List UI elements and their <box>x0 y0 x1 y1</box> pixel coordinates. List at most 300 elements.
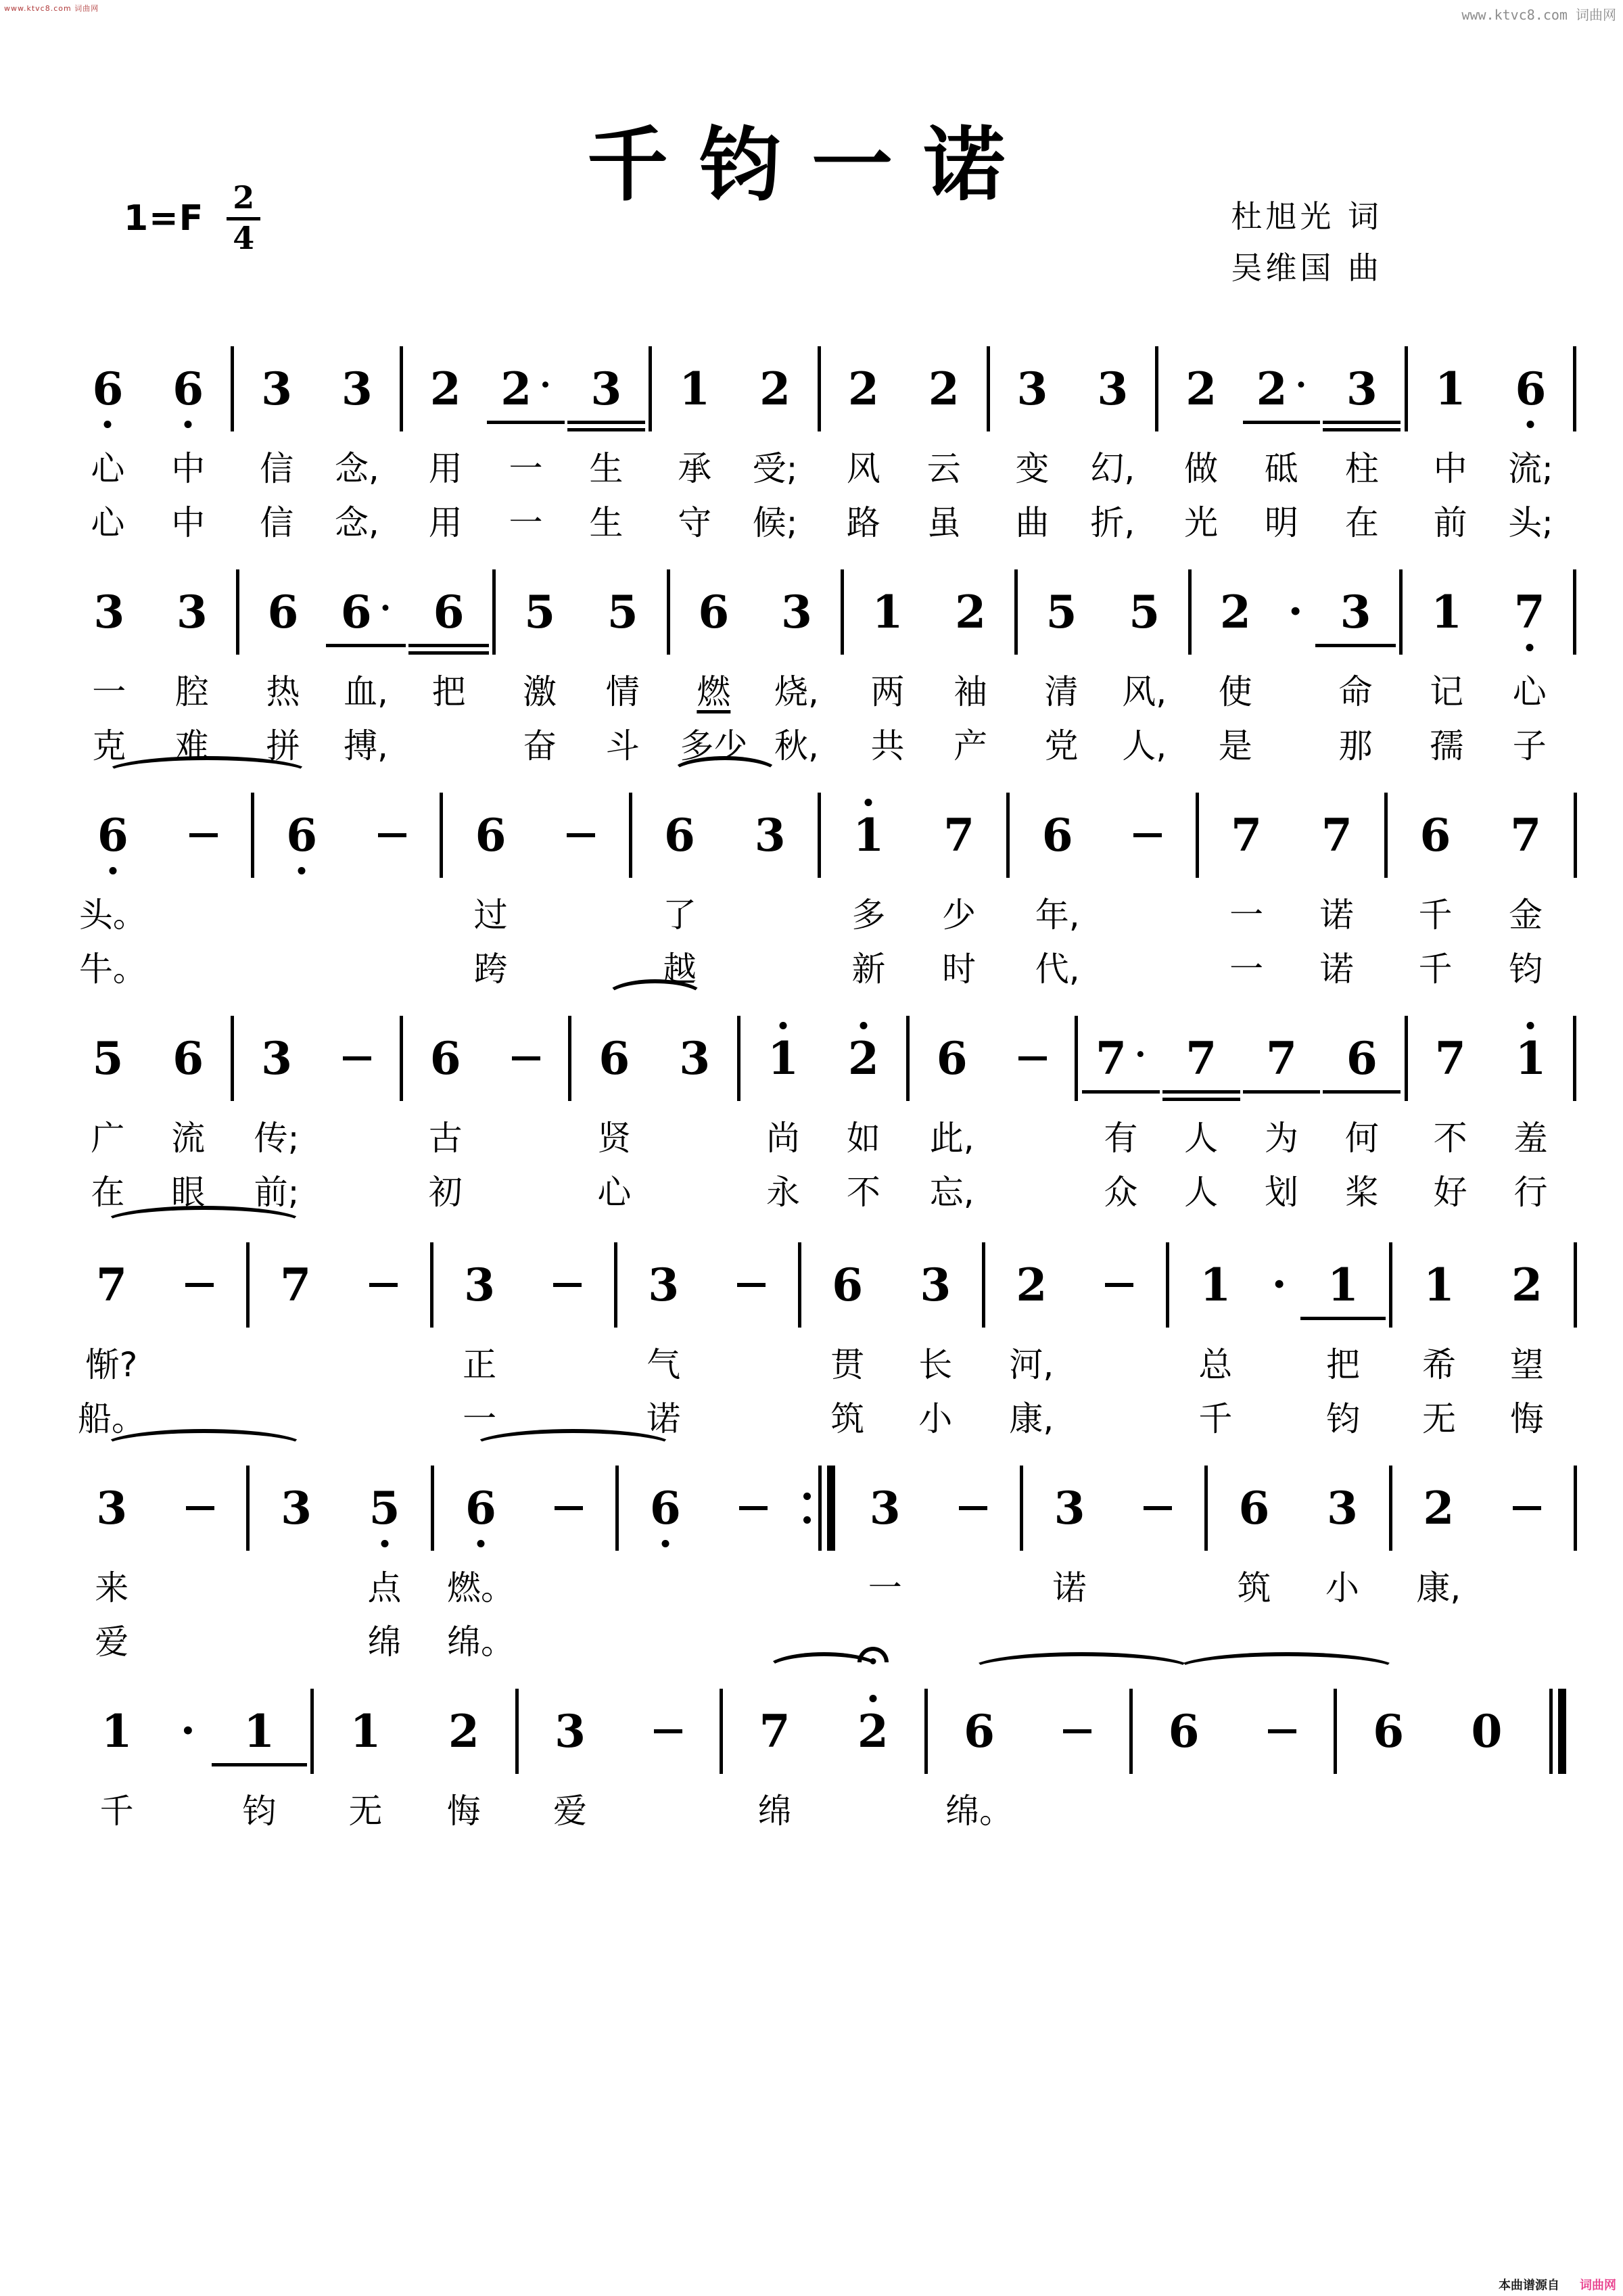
note-cell <box>316 342 397 544</box>
barline-mark <box>841 569 844 655</box>
beam-underline <box>1082 1090 1160 1094</box>
lyric-line2: 跨 <box>473 950 508 989</box>
lyric-line2: 产 <box>954 726 988 766</box>
lyric-line2: 斗 <box>605 726 640 766</box>
lyric-line2: 千 <box>1418 950 1453 989</box>
beam-underline <box>408 644 489 647</box>
lyric-line2: 心 <box>597 1173 632 1212</box>
barline-mark <box>1573 569 1576 655</box>
note-cell <box>1321 1011 1402 1214</box>
note-zone <box>68 565 151 659</box>
note-digit: 1 <box>1431 586 1463 638</box>
lyric-line2: 曲 <box>1015 503 1050 542</box>
lyric-line1: 一 <box>92 672 126 711</box>
barline-mark <box>568 1016 571 1101</box>
barline <box>1153 342 1161 544</box>
lyric-line2: 众 <box>1104 1173 1138 1212</box>
note-zone <box>248 788 256 883</box>
lyric-line1 <box>339 1332 427 1392</box>
note-cell <box>987 1238 1075 1440</box>
lyric-line1: 长 <box>918 1345 953 1384</box>
note-digit: 3 <box>1097 362 1129 415</box>
note-digit: 3 <box>176 586 208 638</box>
lyric-line2: 一 <box>509 503 543 542</box>
lyric-line1 <box>664 659 672 719</box>
note-cell <box>1161 342 1242 544</box>
lyric-line1 <box>1571 659 1579 719</box>
barline <box>308 1684 316 1838</box>
note-zone <box>1397 565 1405 659</box>
lyric-line1: 袖 <box>954 672 988 711</box>
note-digit: 7 <box>1513 586 1545 638</box>
note-zone <box>438 788 446 883</box>
lyric-line1: 少 <box>942 895 977 935</box>
barline <box>1387 1238 1395 1440</box>
repeat-dots <box>803 1493 811 1524</box>
lyric-line1 <box>979 1332 987 1392</box>
note-digit: 3 <box>555 1705 586 1758</box>
lyric-line1: 流 <box>171 1119 206 1158</box>
note-zone <box>992 1011 1073 1106</box>
note-zone <box>626 788 634 883</box>
lyric-line1 <box>427 1332 436 1392</box>
lyric-line1 <box>1186 659 1194 719</box>
barline <box>1397 565 1405 768</box>
lyric-line1 <box>1340 1779 1438 1838</box>
slur-arc <box>102 1429 306 1464</box>
note-digit: 2 <box>1016 1259 1048 1311</box>
note-zone <box>1292 788 1382 883</box>
lyric-line2: 中 <box>171 503 206 542</box>
note-zone <box>1299 1238 1387 1332</box>
barline-mark <box>1204 1466 1208 1551</box>
note-digit: 5 <box>1129 586 1160 638</box>
note-zone <box>726 1684 824 1779</box>
note-zone <box>1081 1011 1161 1106</box>
final-bar <box>1549 1689 1566 1774</box>
note-cell <box>148 1011 229 1214</box>
note-digit: 6 <box>649 1482 681 1534</box>
note-digit: 1 <box>872 586 903 638</box>
lyric-line2: 无 <box>1421 1399 1456 1438</box>
lyric-line2: 那 <box>1338 726 1373 766</box>
note-digit: 7 <box>943 809 974 862</box>
note-cell <box>1490 1011 1571 1214</box>
lyric-line1: 尚 <box>766 1119 801 1158</box>
note-cell <box>1299 1238 1387 1440</box>
note-zone <box>229 1011 237 1106</box>
note-zone <box>798 1461 841 1555</box>
note-digit: 6 <box>1515 362 1547 415</box>
note-zone <box>429 1461 437 1555</box>
note-zone <box>621 1461 709 1555</box>
lyric-line1 <box>316 1106 397 1165</box>
note-zone <box>823 1011 903 1106</box>
lyric-line1 <box>992 1106 1073 1165</box>
note-digit: 7 <box>1510 809 1542 862</box>
note-zone <box>1410 1011 1490 1106</box>
barline <box>1193 788 1201 991</box>
lyric-line1 <box>984 436 992 496</box>
note-digit: 2 <box>1511 1259 1543 1311</box>
lyric-line1: 清 <box>1044 672 1079 711</box>
barline <box>626 788 634 991</box>
note-cell <box>1483 1238 1571 1440</box>
barline <box>613 1461 621 1664</box>
note-cell <box>1201 788 1292 991</box>
note-cell <box>672 565 755 768</box>
note-digit: 6 <box>1419 809 1451 862</box>
barline <box>646 342 655 544</box>
duration-dash <box>369 1283 398 1287</box>
note-zone <box>718 1684 726 1779</box>
note-zone <box>846 565 929 659</box>
lyric-line2: 牛。 <box>78 950 147 989</box>
note-zone <box>325 565 408 659</box>
note-zone <box>1103 788 1194 883</box>
barline <box>1571 1238 1579 1440</box>
lyric-line2: 用 <box>428 503 463 542</box>
note-digit: 3 <box>464 1259 496 1311</box>
note-cell <box>256 788 347 991</box>
note-zone <box>1114 1461 1202 1555</box>
lyric-line1: 头。 <box>78 895 147 935</box>
note-zone <box>1387 1238 1395 1332</box>
beam-underline <box>1243 421 1321 424</box>
lyric-line2: 人, <box>1122 726 1167 766</box>
barline <box>838 565 846 768</box>
note-cell <box>68 342 148 544</box>
repeat-dot <box>803 1516 811 1524</box>
note-digit: 7 <box>1231 809 1263 862</box>
beam-underline <box>326 644 406 647</box>
credit-composer: 吴维国 曲 <box>1231 250 1382 286</box>
barline <box>229 342 237 544</box>
note-cell <box>252 1461 340 1664</box>
note-zone <box>1386 1461 1394 1555</box>
note-cell <box>735 342 816 544</box>
watermark-top-right: www.ktvc8.com 词曲网 <box>1461 7 1616 23</box>
barline <box>1186 565 1194 768</box>
note-zone <box>158 788 249 883</box>
note-zone <box>415 1684 513 1779</box>
octave-dot-above <box>869 1695 876 1702</box>
note-digit: 3 <box>590 362 622 415</box>
note-cell <box>521 1684 619 1838</box>
lyric-line2: 千 <box>1198 1399 1233 1438</box>
barline <box>795 1238 803 1440</box>
note-zone <box>1194 565 1277 659</box>
note-zone <box>566 1011 574 1106</box>
lyric-line1: 中 <box>171 449 206 488</box>
lyric-line1: 千 <box>1418 895 1453 935</box>
lyric-line1 <box>1012 659 1020 719</box>
system-row <box>68 1238 1579 1440</box>
note-zone <box>1536 1684 1579 1779</box>
lyric-line2: 桨 <box>1344 1173 1379 1212</box>
lyric-line1 <box>1029 1779 1127 1838</box>
lyric-line2: 钧 <box>1325 1399 1360 1438</box>
octave-dot-below <box>381 1540 388 1547</box>
barline <box>429 1461 437 1664</box>
note-digit: 6 <box>465 1482 496 1534</box>
lyric-line1: 贯 <box>830 1345 865 1384</box>
lyric-line1 <box>816 883 824 942</box>
beam-underline <box>1243 1090 1321 1094</box>
dash-cell <box>1483 1461 1571 1664</box>
barline-mark <box>1558 1689 1566 1774</box>
lyric-line1 <box>1571 1106 1579 1165</box>
note-digit: 2 <box>857 1705 889 1758</box>
note-zone <box>816 788 824 883</box>
note-cell <box>210 1684 308 1838</box>
lyric-line2: 秋, <box>774 726 819 766</box>
note-zone <box>979 1238 987 1332</box>
lyric-line1 <box>1387 1332 1395 1392</box>
lyric-line2: 光 <box>1184 503 1219 542</box>
slur-arc <box>103 756 311 791</box>
augmentation-dot: · <box>1295 366 1307 404</box>
note-digit: 2 <box>1185 362 1217 415</box>
lyric-line1: 贤 <box>597 1119 632 1158</box>
lyric-line1: 激 <box>523 672 557 711</box>
note-cell <box>1390 788 1481 991</box>
repeat-barline <box>798 1461 841 1664</box>
barline-mark <box>1196 793 1199 878</box>
octave-dot-below <box>1527 421 1534 428</box>
octave-dot-below <box>1526 644 1533 651</box>
lyric-line1 <box>244 1555 252 1615</box>
note-digit: 6 <box>598 1032 630 1085</box>
note-zone <box>237 342 317 436</box>
aug-dot-cell <box>1277 565 1314 768</box>
lyric-line1 <box>1193 883 1201 942</box>
barline-mark <box>1389 1242 1392 1328</box>
note-digit: 7 <box>1266 1032 1297 1085</box>
note-zone <box>823 342 903 436</box>
barline-mark <box>430 1242 433 1328</box>
octave-dot-above <box>1527 1022 1534 1029</box>
note-digit: 1 <box>101 1705 133 1758</box>
barline-mark <box>492 569 496 655</box>
note-zone <box>903 342 984 436</box>
note-cell <box>148 342 229 544</box>
jianpu-system-4 <box>68 974 1579 1214</box>
note-zone <box>1332 1684 1340 1779</box>
lyric-line1: 云 <box>926 449 961 488</box>
duration-dash <box>1133 833 1162 837</box>
note-zone <box>1161 1011 1242 1106</box>
note-zone <box>655 1011 735 1106</box>
beam-underline <box>1323 428 1401 431</box>
duration-dash <box>512 1056 540 1060</box>
note-zone <box>1490 342 1571 436</box>
note-digit: 7 <box>96 1259 127 1311</box>
note-zone <box>436 1238 523 1332</box>
lyric-line2: 信 <box>260 503 294 542</box>
lyric-line1: 一 <box>1229 895 1264 935</box>
note-digit: 3 <box>648 1259 680 1311</box>
note-digit: 2 · <box>1256 362 1307 415</box>
lyric-line1 <box>1277 659 1314 719</box>
lyric-line1 <box>611 1332 619 1392</box>
lyric-line1: 钧 <box>242 1791 277 1831</box>
note-cell <box>655 342 735 544</box>
note-cell <box>1103 565 1186 768</box>
note-zone <box>316 1684 415 1779</box>
note-zone <box>987 1238 1075 1332</box>
note-cell <box>743 1011 824 1214</box>
note-zone <box>68 1238 156 1332</box>
lyric-line1: 两 <box>870 672 905 711</box>
note-zone <box>316 1011 397 1106</box>
duration-dash <box>1144 1506 1172 1510</box>
note-zone <box>984 342 992 436</box>
note-zone <box>252 1461 340 1555</box>
lyric-line2: 诺 <box>1319 950 1354 989</box>
note-zone <box>1073 1011 1081 1106</box>
duration-dash <box>1105 1283 1133 1287</box>
note-digit: 7 <box>1321 809 1352 862</box>
note-cell <box>621 1461 709 1664</box>
duration-dash <box>378 833 406 837</box>
jianpu-system-1 <box>68 304 1579 544</box>
note-zone <box>252 1238 339 1332</box>
barline-mark <box>720 1689 723 1774</box>
note-zone <box>1153 342 1161 436</box>
footer-site-link[interactable]: 词曲网 <box>1580 2278 1616 2293</box>
lyric-line1 <box>248 883 256 942</box>
barline <box>397 342 405 544</box>
note-zone <box>241 565 325 659</box>
lyric-line1: 命 <box>1338 672 1373 711</box>
beam-underline <box>1162 1098 1240 1101</box>
lyric-line2: 船。 <box>78 1399 146 1438</box>
note-zone <box>68 788 158 883</box>
barline-mark <box>1574 793 1577 878</box>
note-cell <box>252 1238 339 1440</box>
barline-mark <box>798 1242 801 1328</box>
lyric-line1 <box>243 1332 252 1392</box>
barline-mark <box>1020 1466 1023 1551</box>
note-cell <box>1025 1461 1113 1664</box>
lyric-line2: 奋 <box>523 726 557 766</box>
note-digit: 1 <box>853 809 885 862</box>
barline <box>1571 1011 1579 1214</box>
slur-arc <box>1175 1652 1398 1687</box>
lyric-line1: 过 <box>473 895 508 935</box>
note-digit: 3 <box>261 362 293 415</box>
lyric-line1 <box>1135 1779 1233 1838</box>
lyric-line2: 忘, <box>929 1173 974 1212</box>
jianpu-system-6 <box>68 1424 1579 1664</box>
barline-mark <box>987 346 990 431</box>
lyric-line1 <box>1073 1106 1081 1165</box>
note-zone <box>68 342 148 436</box>
note-zone <box>1202 1461 1210 1555</box>
lyric-line2: 划 <box>1265 1173 1298 1212</box>
lyric-line1 <box>1402 1106 1410 1165</box>
note-digit: 5 <box>369 1482 400 1534</box>
lyric-line1: 悔 <box>446 1791 481 1831</box>
duration-dash <box>1513 1506 1541 1510</box>
augmentation-dot: · <box>540 366 551 404</box>
note-digit: 2 <box>429 362 461 415</box>
note-digit: 3 <box>754 809 786 862</box>
note-cell <box>566 342 646 544</box>
lyric-line1: 中 <box>1433 449 1467 488</box>
beam-underline <box>567 421 645 424</box>
barline-mark <box>1573 346 1576 431</box>
note-digit: 6 <box>433 586 465 638</box>
watermark-top-left: www.ktvc8.com 词曲网 <box>4 4 99 13</box>
note-zone <box>1490 1011 1571 1106</box>
lyric-line2: 新 <box>851 950 886 989</box>
octave-dot-below <box>109 867 116 874</box>
lyric-line1 <box>1259 1332 1299 1392</box>
note-cell <box>1073 342 1153 544</box>
note-zone <box>929 565 1012 659</box>
barline-mark <box>251 793 254 878</box>
lyric-line2: 在 <box>1344 503 1379 542</box>
note-zone <box>1004 788 1012 883</box>
lyric-line1 <box>1483 1555 1571 1615</box>
lyric-line1: 正 <box>463 1345 497 1384</box>
note-zone <box>1483 1461 1571 1555</box>
note-zone <box>914 788 1004 883</box>
repeat-sign <box>803 1466 835 1551</box>
note-zone <box>148 342 229 436</box>
note-cell <box>1410 342 1490 544</box>
lyric-line1 <box>397 436 405 496</box>
duration-dash <box>1018 1056 1047 1060</box>
note-digit: 6 <box>1041 809 1073 862</box>
note-digit: 5 <box>524 586 556 638</box>
lyric-line1: 何 <box>1344 1119 1379 1158</box>
note-digit: 2 <box>847 1032 879 1085</box>
time-signature-denominator: 4 <box>233 219 255 256</box>
note-cell <box>498 565 582 768</box>
lyric-line2: 子 <box>1512 726 1547 766</box>
note-zone <box>1025 1461 1113 1555</box>
note-cell <box>68 1461 156 1664</box>
note-zone <box>634 788 725 883</box>
note-zone <box>1163 1238 1171 1332</box>
note-digit: 6 <box>286 809 318 862</box>
lyric-line1 <box>347 883 438 942</box>
lyric-line1 <box>1017 1555 1025 1615</box>
lyric-line1 <box>566 1106 574 1165</box>
note-zone <box>397 342 405 436</box>
fermata-icon <box>857 1647 889 1671</box>
barline-mark <box>818 1466 822 1551</box>
barline <box>1386 1461 1394 1664</box>
note-zone <box>815 342 823 436</box>
lyric-line2: 好 <box>1433 1173 1467 1212</box>
note-zone <box>566 342 646 436</box>
song-title: 千钧一诺 <box>587 117 1036 212</box>
note-zone <box>1020 565 1103 659</box>
note-zone <box>1571 1461 1579 1555</box>
note-zone <box>498 565 582 659</box>
note-cell <box>1490 342 1571 544</box>
note-zone <box>1571 1011 1579 1106</box>
lyric-line1: 河, <box>1009 1345 1054 1384</box>
note-zone <box>1480 788 1571 883</box>
lyric-line2: 永 <box>766 1173 801 1212</box>
note-zone <box>156 1461 243 1555</box>
note-zone <box>1171 1238 1259 1332</box>
